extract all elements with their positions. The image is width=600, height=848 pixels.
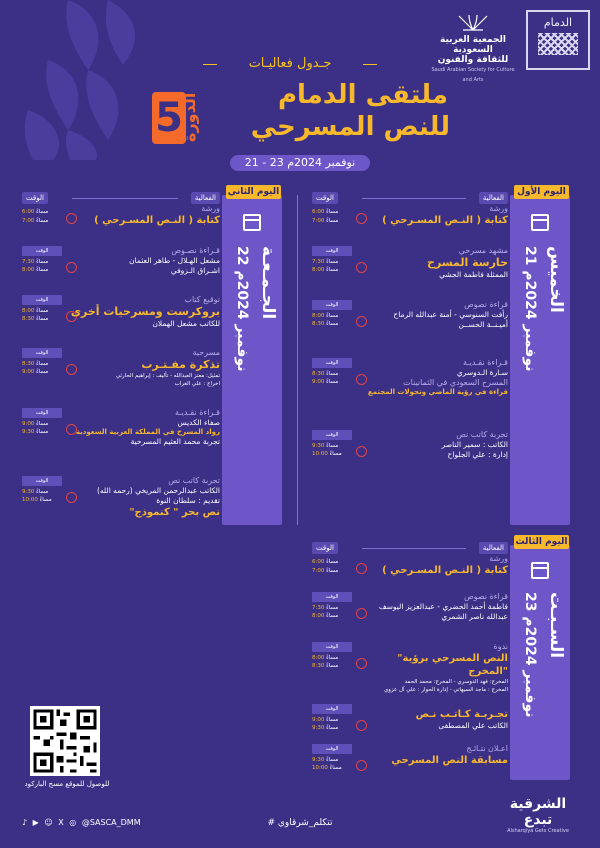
event-detail: تمثيل: معتز العبدالله - تأليف : إبراهيم الحارثي bbox=[115, 373, 220, 379]
day2-event-5: الوقت 9:00 مساءً 9:30 مساءً قـراءة نقـديـة صفاء الكديس رواد المسرح في المملكة العربية السعودية تجربة محمد العثيم المسرحية bbox=[22, 408, 220, 446]
logo-text: الدمام bbox=[543, 16, 573, 29]
event-title: كتابة ( النـص المسـرحي ) bbox=[382, 215, 508, 226]
tiktok-icon[interactable]: ♪ bbox=[22, 818, 28, 827]
day2-event-1: 6:00 مساءً 7:00 مساءً ورشة كتابة ( النـص المسـرحي ) bbox=[22, 204, 220, 226]
event-detail: صفاء الكديس bbox=[177, 418, 220, 427]
brand-line1: الشرقية bbox=[509, 796, 567, 812]
event-detail-2: عبدالله ناصر الشمري bbox=[441, 612, 508, 621]
column-divider bbox=[297, 195, 298, 525]
divider bbox=[362, 198, 466, 199]
brand-en: Alsharqiya Gets Creative bbox=[507, 828, 569, 834]
event-category: قـراءة نصـوص bbox=[171, 246, 220, 255]
events-subtitle: جـدول فعاليـات bbox=[205, 56, 375, 71]
day3-column bbox=[510, 545, 570, 780]
event-title: بروكرست ومسرحيات أخرى bbox=[70, 305, 220, 318]
event-category: ورشة bbox=[489, 554, 508, 563]
event-detail-2: إدارة : علي الجلواح bbox=[447, 450, 508, 459]
day2-event-3: الوقت 8:00 مساءً 8:30 مساءً توقيع كتاب بروكرست ومسرحيات أخرى للكاتب مشعل الهملان bbox=[22, 295, 220, 328]
day1-event-2: الوقت 7:30 مساءً 8:00 مساءً مشهد مسرحي حارسة المسرح الممثلة فاطمة الجشي bbox=[312, 246, 508, 279]
day3-events-header bbox=[312, 542, 508, 554]
event-title: كتابة ( النـص المسـرحي ) bbox=[94, 215, 220, 226]
divider bbox=[72, 198, 178, 199]
day1-event-1: 6:00 مساءً 7:00 مساءً ورشة كتابة ( النـص المسـرحي ) bbox=[312, 204, 508, 226]
day1-event-3: الوقت 8:00 مساءً 8:30 مساءً قراءة نصوص رأفت السنوسي - أمنة عبدالله الرماح أميـنــة الحســن bbox=[312, 300, 508, 329]
clock-icon bbox=[356, 262, 367, 273]
snapchat-icon[interactable]: ☺ bbox=[44, 818, 53, 827]
day1-event-4: الوقت 8:30 مساءً 9:00 مساءً قـراءة نقـديـة سـارة الـدوسري المسرح السعودي في الثمانينات قراءة في رؤية الماضي وتحولات المجتمع bbox=[312, 358, 508, 396]
day2-event-6: الوقت 9:30 مساءً 10:00 مساءً تجربة كاتب نص الكاتب عبدالرحمن المريخي (رحمه الله) تقديم : سلطان النوة "نص بحر " كنموذج bbox=[22, 476, 220, 518]
event-title: قراءة في رؤية الماضي وتحولات المجتمع bbox=[367, 388, 508, 396]
event-detail: مشعل الهـلال - طاهر العثمان bbox=[129, 256, 220, 265]
day3-event-4: الوقت 9:00 مساءً 9:30 مساءً تجـربـة كـاتـب نـص الكاتب علي المصطفى bbox=[312, 706, 508, 731]
dammam-logo bbox=[526, 10, 590, 70]
events-label: الفعالية bbox=[191, 192, 220, 204]
day1-column bbox=[510, 195, 570, 525]
event-category: قراءة نصوص bbox=[464, 300, 508, 309]
event-category: مسرحية bbox=[192, 348, 220, 357]
clock-icon bbox=[66, 262, 77, 273]
divider bbox=[362, 548, 466, 549]
society-name-1: الجمعية العربية السعودية bbox=[440, 35, 506, 55]
event-title: "نص بحر " كنموذج bbox=[129, 507, 220, 518]
day3-date: 23 نوفمبر 2024م bbox=[522, 592, 538, 718]
event-category: مشهد مسرحي bbox=[458, 246, 508, 255]
event-detail-2: أميـنــة الحســن bbox=[458, 320, 508, 329]
day2-column bbox=[222, 195, 282, 525]
event-title: مسابقة النص المسرحي bbox=[391, 755, 508, 766]
event-detail: الكاتب عبدالرحمن المريخي (رحمه الله) bbox=[96, 486, 220, 495]
time-label: الوقت bbox=[22, 192, 48, 204]
qr-caption: للوصول للموقع مسح الباركود bbox=[24, 780, 110, 788]
calendar-icon bbox=[531, 562, 549, 579]
day1-event-5: الوقت 9:30 مساءً 10:00 مساءً تجربة كاتب نص الكاتب : سمير الناصر إدارة : علي الجلواح bbox=[312, 430, 508, 459]
youtube-icon[interactable]: ▶ bbox=[32, 818, 39, 827]
event-detail-2: تقديم : سلطان النوة bbox=[156, 496, 220, 505]
instagram-icon[interactable]: ◎ bbox=[69, 818, 77, 827]
day3-event-5: الوقت 9:30 مساءً 10:00 مساءً اعـلان نتـائـج مسابقة النص المسرحي bbox=[312, 744, 508, 771]
event-title: تذكرة مفـتـرب bbox=[141, 358, 220, 371]
event-detail: فاطمة أحمد الحضري - عبدالعزيز اليوسف bbox=[378, 602, 508, 611]
day3-event-2: الوقت 7:30 مساءً 8:00 مساءً قراءة نصوص فاطمة أحمد الحضري - عبدالعزيز اليوسف عبدالله ناصر الشمري bbox=[312, 592, 508, 621]
day3-weekday: السـبـت bbox=[546, 592, 566, 659]
time-label: الوقت bbox=[312, 542, 338, 554]
qr-code[interactable] bbox=[30, 706, 100, 776]
event-detail: للكاتب مشعل الهملان bbox=[152, 319, 220, 328]
society-emblem-icon bbox=[453, 14, 493, 32]
clock-icon bbox=[356, 563, 367, 574]
x-icon[interactable]: X bbox=[58, 818, 64, 827]
social-handle[interactable]: @SASCA_DMM bbox=[81, 818, 141, 827]
day2-events-header bbox=[22, 192, 220, 204]
event-detail: رأفت السنوسي - أمنة عبدالله الرماح bbox=[393, 310, 508, 319]
event-detail: الكاتب : سمير الناصر bbox=[441, 440, 508, 449]
day2-event-2: الوقت 7:30 مساءً 8:00 مساءً قـراءة نصـوص مشعل الهـلال - طاهر العثمان اشـراق الـزوفي bbox=[22, 246, 220, 275]
event-category: تجربة كاتب نص bbox=[168, 476, 220, 485]
calendar-icon bbox=[531, 214, 549, 231]
event-category: ندوة bbox=[493, 642, 508, 651]
day2-event-4: الوقت 8:30 مساءً 9:00 مساءً مسرحية تذكرة مفـتـرب تمثيل: معتز العبدالله - تأليف : إبراهيم الحارثي اخراج : علي الغراب bbox=[22, 348, 220, 387]
leaf-decoration bbox=[8, 0, 158, 160]
time-label: الوقت bbox=[312, 192, 338, 204]
festival-dates: 21 - 23 نوفمبر 2024م bbox=[230, 155, 370, 171]
event-detail-2: اخراج : علي الغراب bbox=[174, 381, 220, 387]
event-category: توقيع كتاب bbox=[184, 295, 220, 304]
event-category: قراءة نصوص bbox=[464, 592, 508, 601]
event-category: تجربة كاتب نص bbox=[456, 430, 508, 439]
day1-tab: اليوم الأول bbox=[514, 185, 569, 199]
event-title: رواد المسرح في المملكة العربية السعودية bbox=[75, 428, 220, 436]
event-category: قـراءة نقـديـة bbox=[175, 408, 220, 417]
events-label: الفعالية bbox=[479, 192, 508, 204]
event-category: ورشة bbox=[201, 204, 220, 213]
day3-event-1: 6:00 مساءً 7:00 مساءً ورشة كتابة ( النـص المسـرحي ) bbox=[312, 554, 508, 576]
event-title: "النص المسرحي برؤية المخرج" bbox=[397, 653, 508, 677]
event-detail-2: تجربة محمد العثيم المسرحية bbox=[130, 437, 220, 446]
event-title: كتابة ( النـص المسـرحي ) bbox=[382, 565, 508, 576]
event-detail: سـارة الـدوسري bbox=[456, 368, 508, 377]
page-title-line1: ملتقى الدمام bbox=[277, 80, 448, 110]
page-title-line2: للنص المسرحي bbox=[250, 112, 450, 142]
event-detail: الممثلة فاطمة الجشي bbox=[439, 270, 508, 279]
event-detail: الكاتب علي المصطفى bbox=[438, 721, 508, 730]
events-label: الفعالية bbox=[479, 542, 508, 554]
session-badge bbox=[150, 92, 220, 148]
event-title: تجـربـة كـاتـب نـص bbox=[415, 709, 508, 720]
logo-pattern bbox=[538, 33, 578, 55]
event-title: حارسة المسرح bbox=[427, 256, 508, 269]
society-logo bbox=[428, 14, 518, 85]
event-category-2: المسرح السعودي في الثمانينات bbox=[403, 378, 508, 387]
day2-tab: اليوم الثاني bbox=[227, 187, 280, 197]
day1-weekday: الخميس bbox=[546, 246, 566, 313]
social-links bbox=[22, 818, 182, 827]
event-detail: المخرج: فهد الدوسري - المخرج: محمد الحمد bbox=[404, 679, 508, 685]
calendar-icon bbox=[243, 214, 261, 231]
session-number: 5 bbox=[152, 92, 186, 144]
session-word: الدورة bbox=[180, 92, 199, 142]
clock-icon bbox=[66, 213, 77, 224]
event-category: قـراءة نقـديـة bbox=[463, 358, 508, 367]
event-category: ورشة bbox=[489, 204, 508, 213]
society-name-en: Saudi Arabian Society for Culture and Arts bbox=[431, 67, 515, 83]
day1-date: 21 نوفمبر 2024م bbox=[522, 246, 538, 372]
day1-events-header bbox=[312, 192, 508, 204]
day3-tab: اليوم الثالث bbox=[515, 537, 568, 547]
day2-weekday: الجـمـعـة bbox=[258, 246, 278, 320]
event-detail-2: اشـراق الـزوفي bbox=[170, 266, 220, 275]
day3-event-3: الوقت 8:00 مساءً 8:30 مساءً ندوة "النص المسرحي برؤية المخرج" المخرج: فهد الدوسري - المخرج: محمد الحمد المخرج : ماجد السيهاتي - إدارة الحوار : علي آل عزوي bbox=[312, 642, 508, 693]
clock-icon bbox=[356, 213, 367, 224]
society-name-2: للثقافة والفنون bbox=[437, 55, 509, 65]
brand-logo bbox=[498, 796, 578, 834]
day2-date: 22 نوفمبر 2024م bbox=[234, 246, 250, 372]
event-detail-2: المخرج : ماجد السيهاتي - إدارة الحوار : علي آل عزوي bbox=[383, 687, 508, 693]
hashtag: # تتكلم_شرقاوي bbox=[267, 818, 333, 828]
brand-line2: تبدع bbox=[523, 812, 553, 828]
event-category: اعـلان نتـائـج bbox=[466, 744, 508, 753]
